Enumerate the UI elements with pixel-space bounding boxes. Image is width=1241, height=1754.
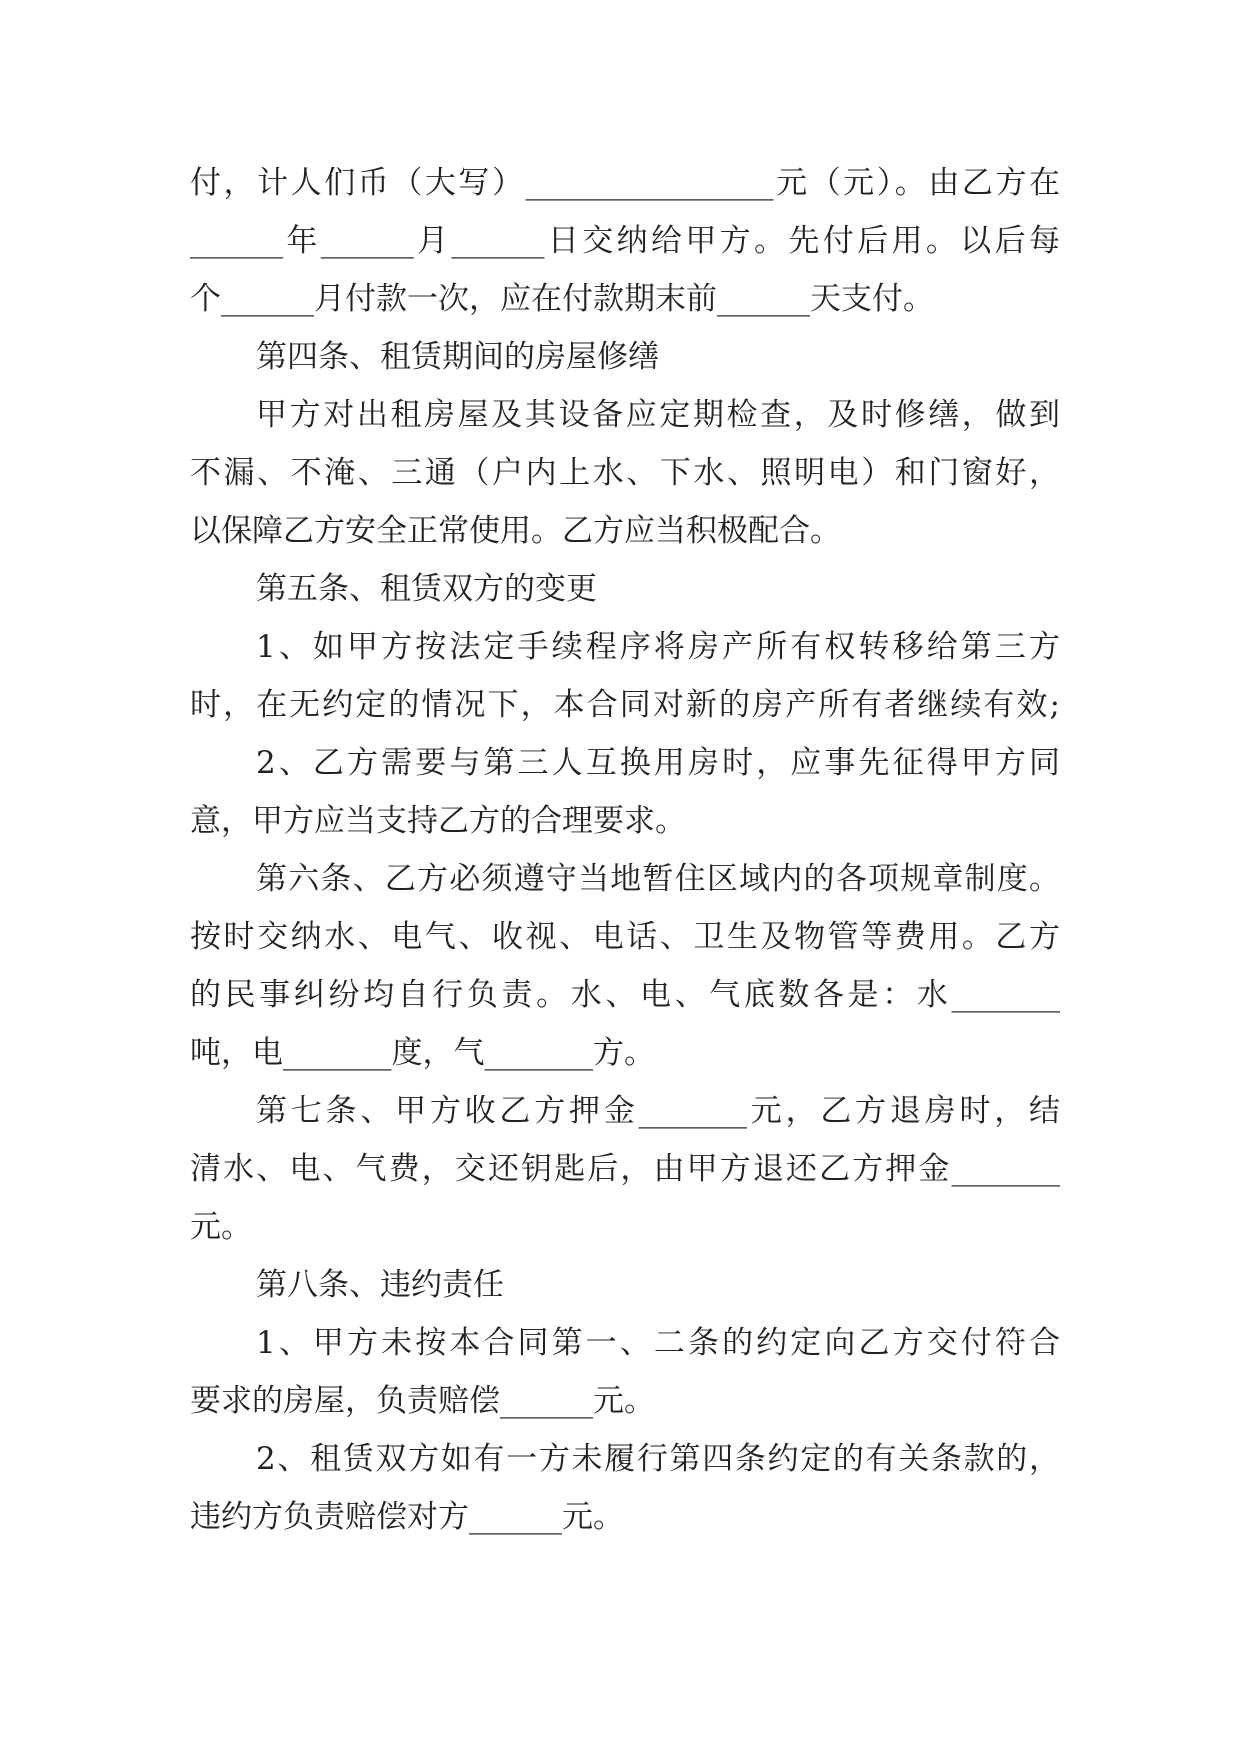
document-page	[190, 154, 1060, 1546]
text-line: ______年______月______日交纳给甲方。先付后用。以后每	[190, 223, 1060, 259]
section-heading: 第八条、违约责任	[256, 1267, 504, 1303]
text-line: 的民事纠纷均自行负责。水、电、气底数各是：水_______	[190, 977, 1060, 1013]
text-line: 个______月付款一次，应在付款期末前______天支付。	[190, 281, 934, 317]
text-line: 意，甲方应当支持乙方的合理要求。	[190, 803, 686, 839]
text-line: 第六条、乙方必须遵守当地暂住区域内的各项规章制度。	[256, 861, 1060, 897]
section-heading: 第五条、租赁双方的变更	[256, 571, 597, 607]
text-line: 元。	[190, 1209, 252, 1245]
text-line: 2、租赁双方如有一方未履行第四条约定的有关条款的，	[256, 1441, 1060, 1477]
text-line: 1、甲方未按本合同第一、二条的约定向乙方交付符合	[256, 1325, 1060, 1361]
text-line: 2、乙方需要与第三人互换用房时，应事先征得甲方同	[256, 745, 1060, 781]
text-line: 吨，电_______度，气_______方。	[190, 1035, 655, 1071]
text-line: 违约方负责赔偿对方______元。	[190, 1499, 624, 1535]
text-line: 要求的房屋，负责赔偿______元。	[190, 1383, 655, 1419]
text-line: 甲方对出租房屋及其设备应定期检查，及时修缮，做到	[256, 397, 1060, 433]
text-line: 清水、电、气费，交还钥匙后，由甲方退还乙方押金_______	[190, 1151, 1060, 1187]
text-line: 付，计人们币（大写）________________元（元）。由乙方在	[190, 165, 1060, 201]
text-line: 第七条、甲方收乙方押金_______元，乙方退房时，结	[256, 1093, 1060, 1129]
text-line: 时，在无约定的情况下，本合同对新的房产所有者继续有效;	[190, 687, 1060, 723]
text-line: 以保障乙方安全正常使用。乙方应当积极配合。	[190, 513, 841, 549]
section-heading: 第四条、租赁期间的房屋修缮	[256, 339, 659, 375]
text-line: 按时交纳水、电气、收视、电话、卫生及物管等费用。乙方	[190, 919, 1060, 955]
text-line: 1、如甲方按法定手续程序将房产所有权转移给第三方	[256, 629, 1060, 665]
text-line: 不漏、不淹、三通（户内上水、下水、照明电）和门窗好，	[190, 455, 1060, 491]
